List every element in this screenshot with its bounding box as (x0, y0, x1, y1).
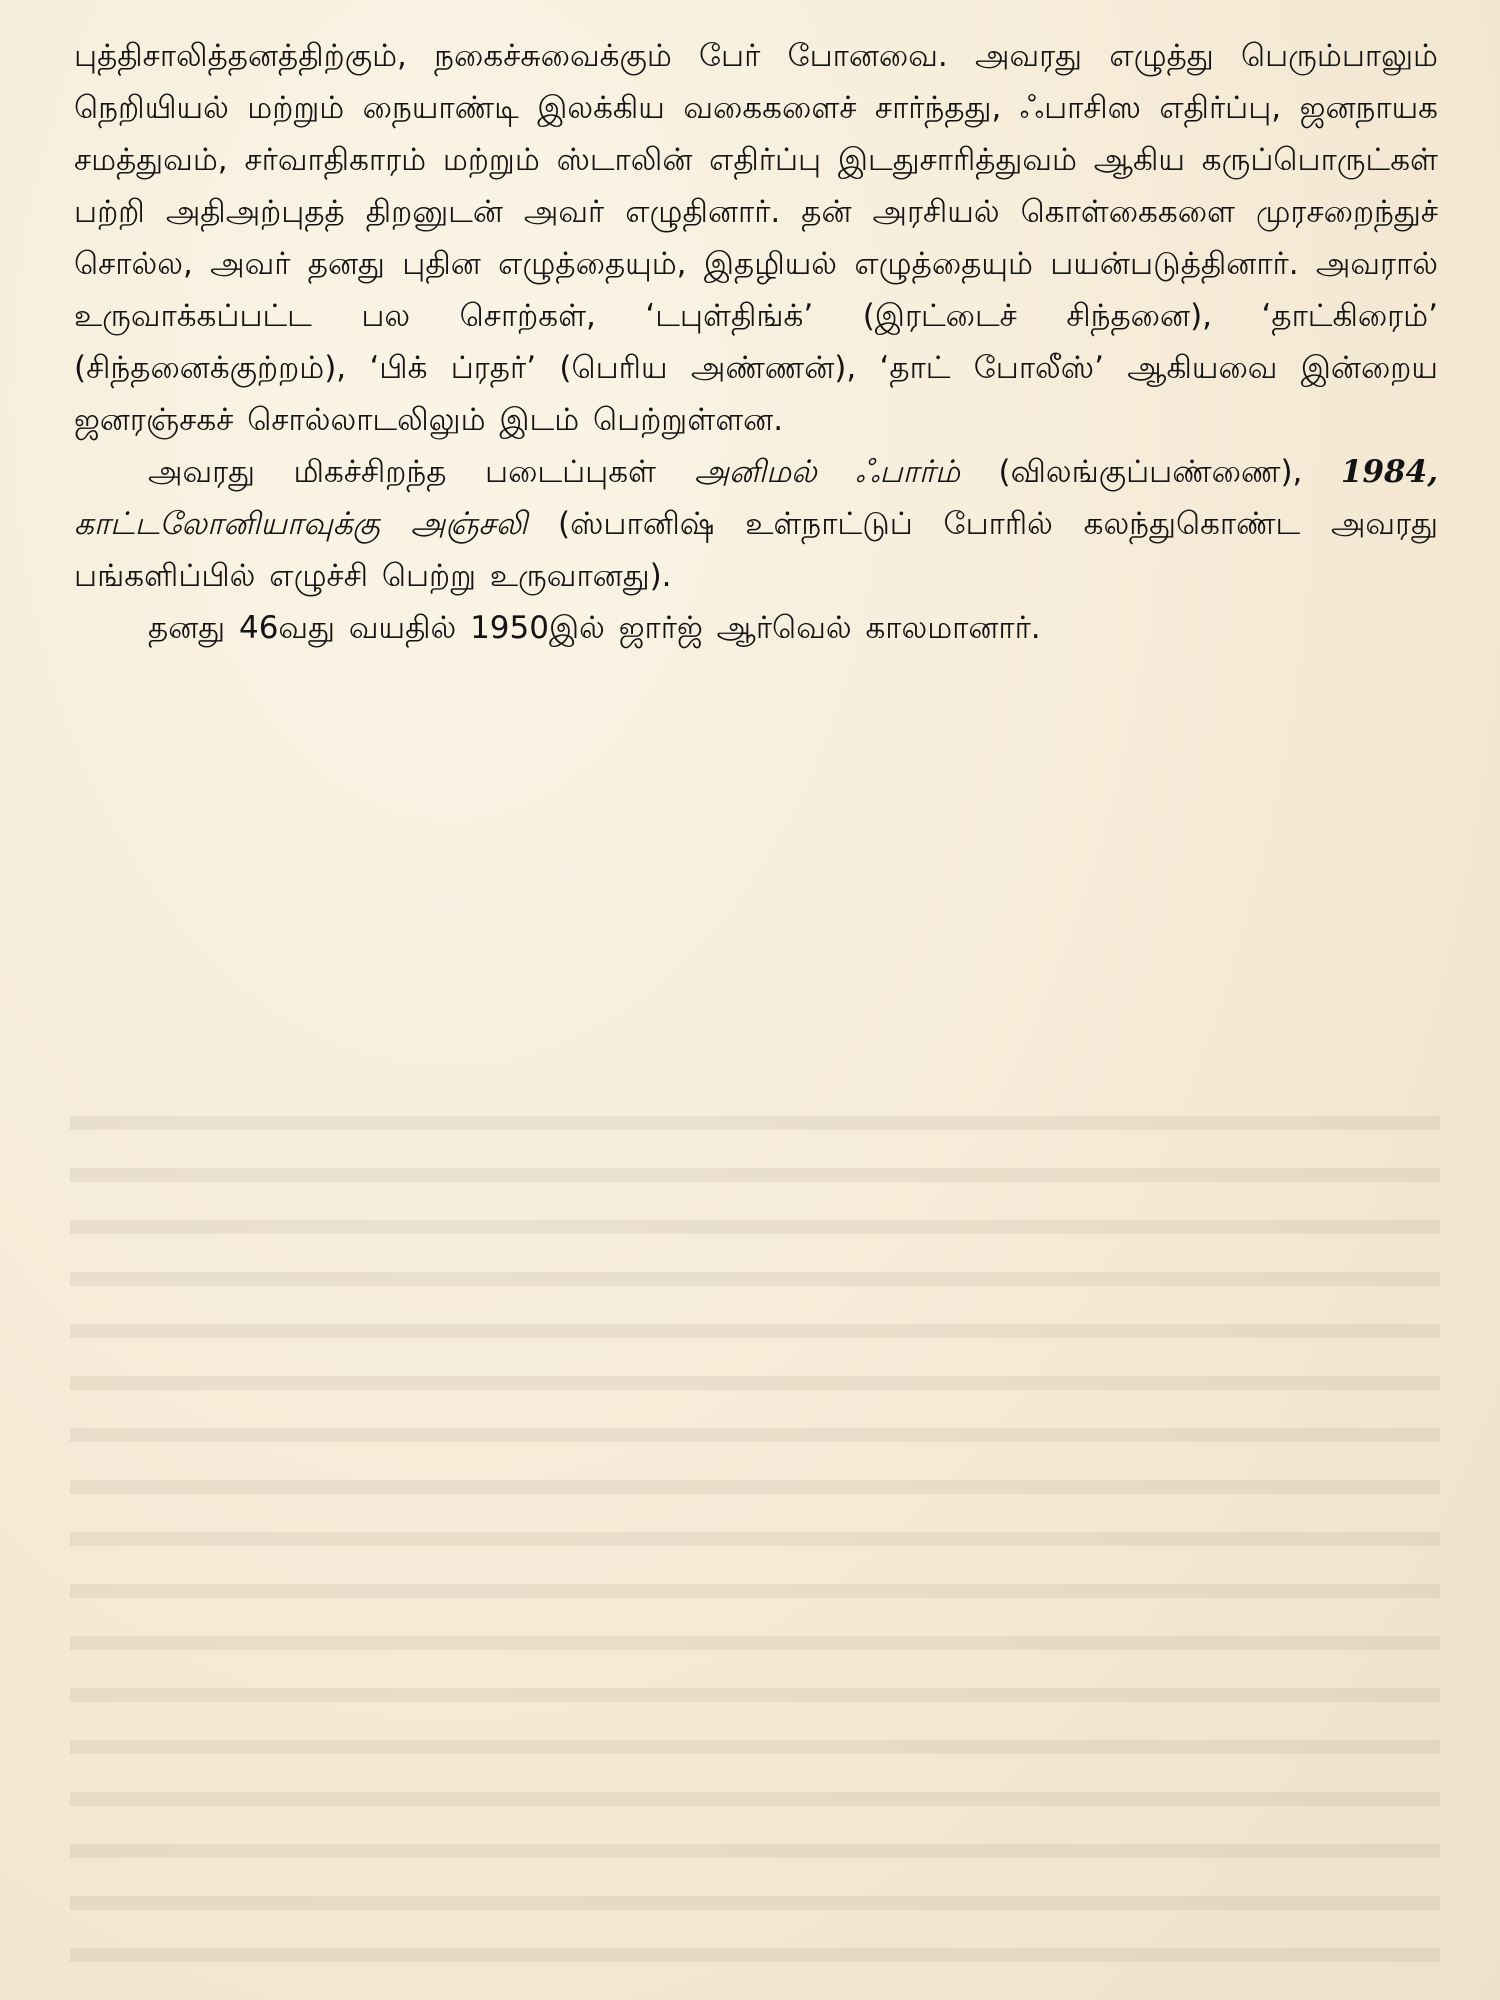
work-title-animal-farm: அனிமல் ஃபார்ம் (694, 454, 960, 490)
page-text (74, 30, 1438, 654)
reverse-side-bleed-through (70, 1090, 1440, 1970)
paragraph-2-text: (ஸ்பானிஷ் உள்நாட்டுப் போரில் கலந்துகொண்ட அவரது பங்களிப்பில் எழுச்சி பெற்று உருவானது). (74, 506, 1438, 594)
paragraph-3: தனது 46வது வயதில் 1950இல் ஜார்ஜ் ஆர்வெல் காலமானார். (148, 610, 1041, 646)
paragraph-2-text: அவரது மிகச்சிறந்த படைப்புகள் (148, 454, 695, 490)
paragraph-1: புத்திசாலித்தனத்திற்கும், நகைச்சுவைக்கும் பேர் போனவை. அவரது எழுத்து பெரும்பாலும் நெறியியல் மற்றும் நையாண்டி இலக்கிய வகைகளைச் சார்ந்தது, ஃபாசிஸ எதிர்ப்பு, ஜனநாயக சமத்துவம், சர்வாதிகாரம் மற்றும் ஸ்டாலின் எதிர்ப்பு இடதுசாரித்துவம் ஆகிய கருப்பொருட்கள் பற்றி அதிஅற்புதத் திறனுடன் அவர் எழுதினார். தன் அரசியல் கொள்கைகளை முரசறைந்துச் சொல்ல, அவர் தனது புதின எழுத்தையும், இதழியல் எழுத்தையும் பயன்படுத்தினார். அவரால் உருவாக்கப்பட்ட பல சொற்கள், ‘டபுள்திங்க்’ (இரட்டைச் சிந்தனை), ‘தாட்கிரைம்’ (சிந்தனைக்குற்றம்), ‘பிக் ப்ரதர்’ (பெரிய அண்ணன்), ‘தாட் போலீஸ்’ ஆகியவை இன்றைய ஜனரஞ்சகச் சொல்லாடலிலும் இடம் பெற்றுள்ளன. (74, 38, 1438, 438)
paragraph-2 (74, 446, 1438, 602)
paragraph-2-text: (விலங்குப்பண்ணை), (959, 454, 1341, 490)
work-title-1984: 1984, (1340, 454, 1438, 490)
work-title-homage-to-catalonia: காட்டலோனியாவுக்கு அஞ்சலி (74, 506, 528, 542)
